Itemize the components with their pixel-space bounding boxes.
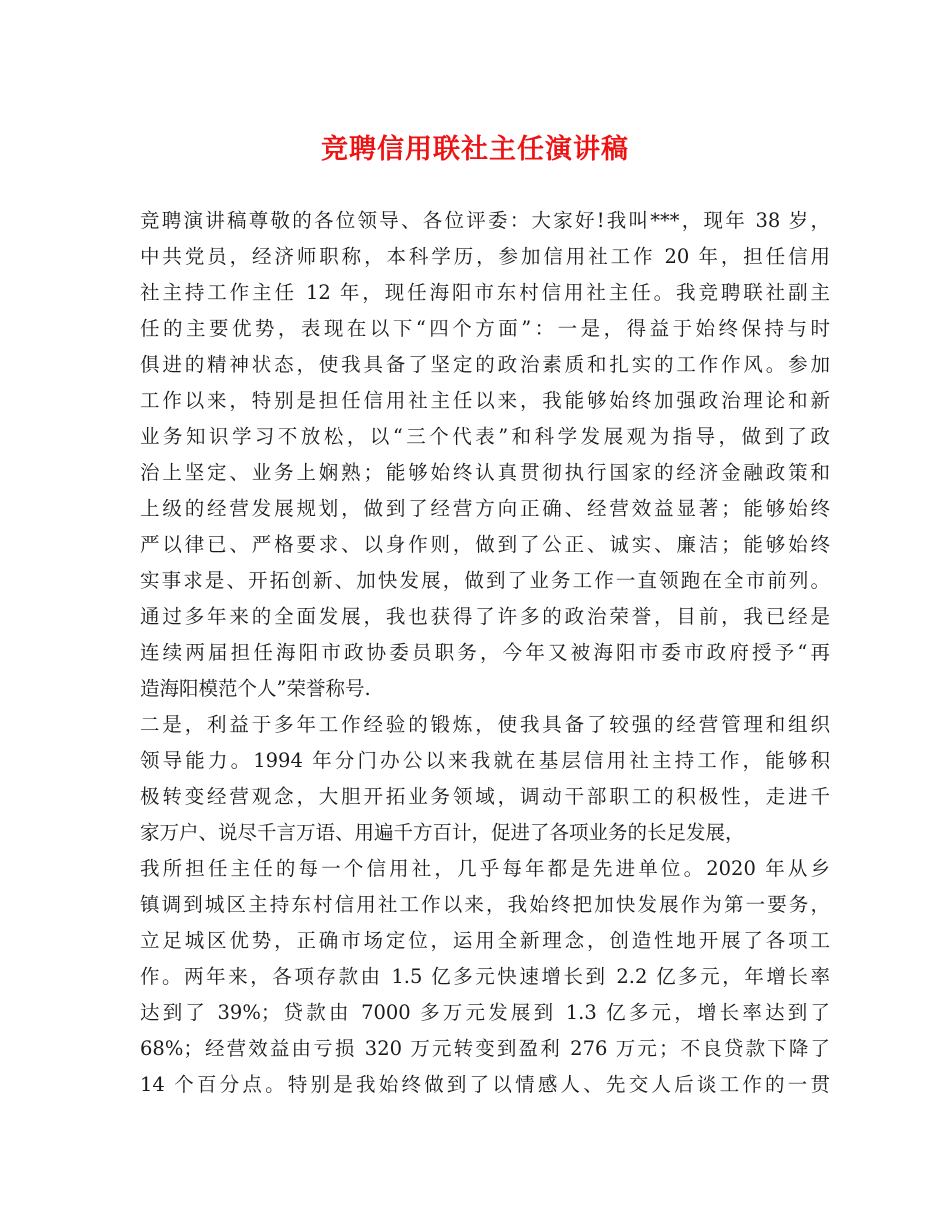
body-line: 作。两年来，各项存款由 1.5 亿多元快速增长到 2.2 亿多元，年增长率 (140, 965, 830, 988)
body-line: 俱进的精神状态，使我具备了坚定的政治素质和扎实的工作作风。参加 (140, 353, 830, 376)
body-line: 立足城区优势，正确市场定位，运用全新理念，创造性地开展了各项工 (140, 929, 830, 952)
document-title: 竞聘信用联社主任演讲稿 (321, 134, 629, 165)
body-line: 达到了 39%；贷款由 7000 多万元发展到 1.3 亿多元，增长率达到了 (140, 1001, 830, 1024)
body-line: 连续两届担任海阳市政协委员职务，今年又被海阳市委市政府授予“再 (140, 641, 830, 664)
body-line: 极转变经营观念，大胆开拓业务领域，调动干部职工的积极性，走进千 (140, 785, 830, 808)
body-line: 上级的经营发展规划，做到了经营方向正确、经营效益显著；能够始终 (140, 497, 830, 520)
body-line: 实事求是、开拓创新、加快发展，做到了业务工作一直领跑在全市前列。 (140, 569, 830, 592)
body-line: 竞聘演讲稿尊敬的各位领导、各位评委：大家好!我叫***，现年 38 岁， (140, 209, 830, 232)
body-line: 家万户、说尽千言万语、用遍千方百计，促进了各项业务的长足发展， (140, 821, 745, 844)
body-line: 二是，利益于多年工作经验的锻炼，使我具备了较强的经营管理和组织 (140, 713, 830, 736)
body-line: 造海阳模范个人”荣誉称号. (140, 677, 371, 700)
body-line: 工作以来，特别是担任信用社主任以来，我能够始终加强政治理论和新 (140, 389, 830, 412)
body-line: 社主持工作主任 12 年，现任海阳市东村信用社主任。我竞聘联社副主 (140, 281, 830, 304)
body-line: 中共党员，经济师职称，本科学历，参加信用社工作 20 年，担任信用 (140, 245, 830, 268)
body-line: 领导能力。1994 年分门办公以来我就在基层信用社主持工作，能够积 (140, 749, 830, 772)
body-line: 68%；经营效益由亏损 320 万元转变到盈利 276 万元；不良贷款下降了 (140, 1037, 830, 1060)
document-body (140, 203, 830, 1103)
body-line: 通过多年来的全面发展，我也获得了许多的政治荣誉，目前，我已经是 (140, 605, 830, 628)
body-line: 治上坚定、业务上娴熟；能够始终认真贯彻执行国家的经济金融政策和 (140, 461, 830, 484)
body-line: 任的主要优势，表现在以下“四个方面”：一是，得益于始终保持与时 (140, 317, 830, 340)
body-line: 业务知识学习不放松，以“三个代表”和科学发展观为指导，做到了政 (140, 425, 830, 448)
body-line: 严以律已、严格要求、以身作则，做到了公正、诚实、廉洁；能够始终 (140, 533, 830, 556)
body-line: 镇调到城区主持东村信用社工作以来，我始终把加快发展作为第一要务， (140, 893, 830, 916)
body-line: 14 个百分点。特别是我始终做到了以情感人、先交人后谈工作的一贯 (140, 1073, 830, 1096)
body-line: 我所担任主任的每一个信用社，几乎每年都是先进单位。2020 年从乡 (140, 857, 830, 880)
